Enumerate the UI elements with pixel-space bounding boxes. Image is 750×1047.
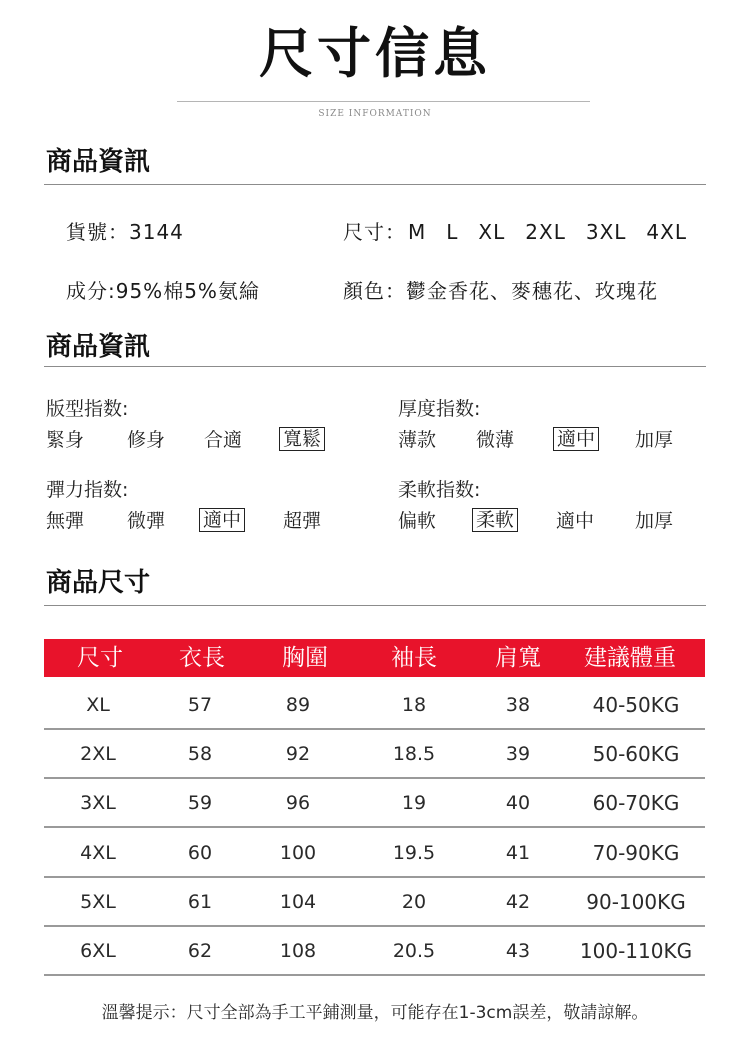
table-cell: 90-100KG (586, 889, 686, 914)
thickness-index-label: 厚度指数: (398, 398, 481, 420)
section-divider (44, 605, 706, 606)
table-cell: 100 (279, 841, 317, 864)
size-value: M (408, 220, 427, 244)
table-header-cell: 袖長 (391, 645, 437, 671)
measurement-note: 溫馨提示：尺寸全部為手工平鋪測量，可能存在1-3cm誤差，敬請諒解。 (101, 1003, 649, 1023)
thickness-option-selected: 適中 (553, 427, 599, 451)
softness-index-label: 柔軟指数: (398, 479, 481, 501)
fit-option-selected: 寬鬆 (279, 427, 325, 451)
row-divider (44, 925, 705, 927)
table-cell: 50-60KG (592, 742, 680, 767)
table-cell: 20.5 (392, 940, 436, 962)
row-divider (44, 826, 705, 828)
table-cell: 100-110KG (579, 939, 693, 963)
table-cell: 18.5 (392, 743, 436, 766)
table-cell: 4XL (80, 841, 116, 864)
table-cell: 39 (505, 743, 531, 766)
size-value: L (446, 220, 459, 244)
table-cell: 58 (187, 743, 213, 766)
table-header-cell: 衣長 (179, 645, 225, 671)
fit-index-label: 版型指数: (46, 398, 129, 420)
size-options (343, 219, 687, 245)
row-divider (44, 728, 705, 730)
table-cell: 61 (187, 890, 213, 913)
table-cell: 20 (401, 890, 427, 913)
thickness-option: 薄款 (398, 429, 437, 451)
size-value: XL (478, 220, 506, 244)
thickness-option: 加厚 (635, 429, 674, 451)
table-cell: 59 (187, 792, 213, 815)
item-number: 貨號：3144 (66, 220, 184, 244)
row-divider (44, 974, 705, 976)
color-options: 顏色：鬱金香花、麥穗花、玫瑰花 (343, 279, 658, 303)
table-cell: 5XL (80, 890, 116, 913)
table-cell: 18 (401, 694, 427, 716)
table-cell: 89 (285, 694, 311, 716)
table-cell: 70-90KG (592, 840, 680, 865)
table-header-cell: 尺寸 (77, 645, 123, 671)
table-header-cell: 胸圍 (282, 645, 328, 671)
table-cell: 104 (279, 890, 317, 913)
size-value: 3XL (585, 220, 627, 244)
table-cell: 42 (505, 890, 531, 913)
section-title-product-size: 商品尺寸 (46, 568, 151, 598)
size-label: 尺寸： (343, 220, 406, 244)
stretch-option: 無彈 (46, 510, 85, 532)
table-cell: 2XL (80, 743, 116, 766)
table-header-cell: 肩寬 (495, 645, 541, 671)
section-divider (44, 366, 706, 367)
table-cell: 6XL (80, 940, 116, 962)
softness-option: 適中 (556, 510, 595, 532)
fit-option: 修身 (127, 429, 166, 451)
table-cell: 40-50KG (592, 693, 680, 717)
table-cell: 60-70KG (592, 791, 680, 816)
table-header-cell: 建議體重 (584, 645, 676, 671)
table-cell: 19 (401, 792, 427, 815)
table-cell: 3XL (80, 792, 116, 815)
page-title: 尺寸信息 (259, 22, 491, 85)
table-cell: 57 (187, 694, 213, 716)
fit-option: 緊身 (46, 429, 85, 451)
row-divider (44, 777, 705, 779)
softness-option: 加厚 (635, 510, 674, 532)
stretch-option: 微彈 (127, 510, 166, 532)
table-cell: 41 (505, 841, 531, 864)
softness-option: 偏軟 (398, 510, 437, 532)
stretch-option-selected: 適中 (199, 508, 245, 532)
softness-option-selected: 柔軟 (472, 508, 518, 532)
table-cell: XL (86, 694, 110, 716)
table-cell: 38 (505, 694, 531, 716)
row-divider (44, 876, 705, 878)
section-divider (44, 184, 706, 185)
table-cell: 92 (285, 743, 311, 766)
table-cell: 40 (505, 792, 531, 815)
table-cell: 43 (505, 940, 531, 962)
size-value: 2XL (525, 220, 566, 244)
stretch-index-label: 彈力指数: (46, 479, 129, 501)
stretch-option: 超彈 (283, 510, 322, 532)
thickness-option: 微薄 (476, 429, 515, 451)
size-table-header (44, 639, 705, 677)
table-cell: 60 (187, 841, 213, 864)
material: 成分:95%棉5%氨綸 (66, 279, 260, 303)
size-value: 4XL (646, 220, 687, 244)
section-title-product-info: 商品資訊 (46, 147, 151, 177)
page-subtitle: SIZE INFORMATION (318, 109, 432, 119)
table-cell: 19.5 (392, 841, 436, 864)
title-divider (177, 101, 590, 102)
section-title-indices: 商品資訊 (46, 332, 151, 362)
table-cell: 108 (279, 940, 317, 962)
table-cell: 96 (285, 792, 311, 815)
table-cell: 62 (187, 940, 213, 962)
fit-option: 合適 (204, 429, 243, 451)
